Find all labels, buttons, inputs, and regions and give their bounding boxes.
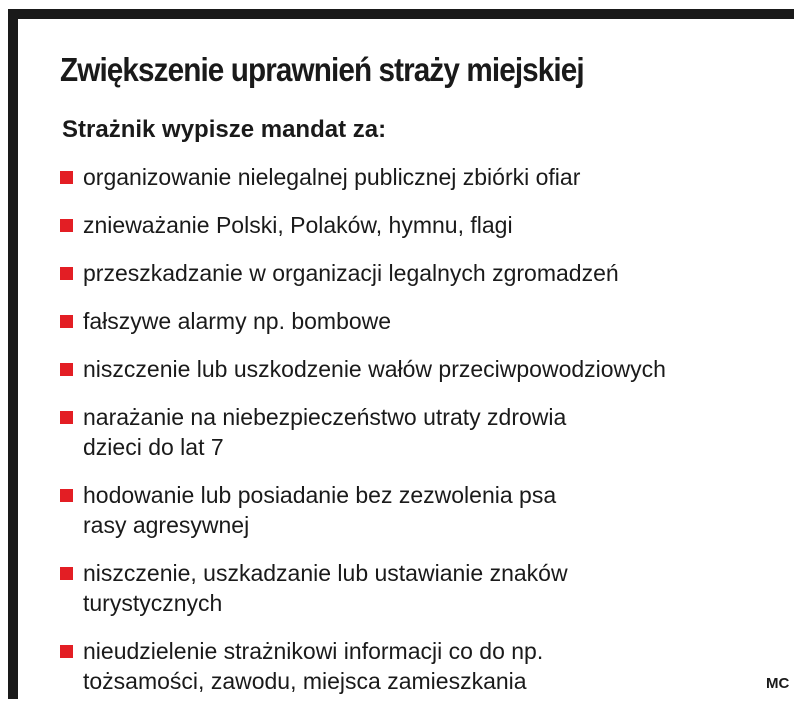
list-item bbox=[60, 402, 795, 462]
red-square-bullet-icon bbox=[60, 267, 73, 280]
author-initials: MC bbox=[766, 675, 790, 692]
red-square-bullet-icon bbox=[60, 645, 73, 658]
list-item-text-continued: turystycznych bbox=[83, 590, 223, 616]
frame-top-border bbox=[8, 9, 794, 19]
list-item bbox=[60, 558, 795, 618]
frame-left-border bbox=[8, 9, 18, 699]
list-item-text: narażanie na niebezpieczeństwo utraty zdrowia bbox=[83, 404, 567, 430]
list-item-text: fałszywe alarmy np. bombowe bbox=[83, 308, 392, 334]
list-item bbox=[60, 258, 795, 288]
list-item-text: niszczenie, uszkadzanie lub ustawianie znaków bbox=[83, 560, 568, 586]
list-item bbox=[60, 210, 795, 240]
infographic-title: Zwiększenie uprawnień straży miejskiej bbox=[60, 51, 584, 88]
list-item bbox=[60, 306, 795, 336]
list-item-text: znieważanie Polski, Polaków, hymnu, flagi bbox=[83, 212, 513, 238]
list-item-text-continued: tożsamości, zawodu, miejsca zamieszkania bbox=[83, 668, 527, 694]
red-square-bullet-icon bbox=[60, 489, 73, 502]
list-item-text: hodowanie lub posiadanie bez zezwolenia psa bbox=[83, 482, 557, 508]
list-item-text-continued: dzieci do lat 7 bbox=[83, 434, 224, 460]
red-square-bullet-icon bbox=[60, 219, 73, 232]
red-square-bullet-icon bbox=[60, 171, 73, 184]
list-item bbox=[60, 636, 795, 696]
list-item-text-continued: rasy agresywnej bbox=[83, 512, 250, 538]
list-item-text: nieudzielenie strażnikowi informacji co do np. bbox=[83, 638, 544, 664]
red-square-bullet-icon bbox=[60, 315, 73, 328]
red-square-bullet-icon bbox=[60, 567, 73, 580]
list-item-text: niszczenie lub uszkodzenie wałów przeciwpowodziowych bbox=[83, 356, 666, 382]
list-item bbox=[60, 162, 795, 192]
list-item-text: przeszkadzanie w organizacji legalnych zgromadzeń bbox=[83, 260, 619, 286]
offence-list bbox=[60, 162, 795, 696]
list-item bbox=[60, 354, 795, 384]
list-item-text: organizowanie nielegalnej publicznej zbiórki ofiar bbox=[83, 164, 581, 190]
infographic-subtitle: Strażnik wypisze mandat za: bbox=[62, 116, 387, 143]
red-square-bullet-icon bbox=[60, 411, 73, 424]
list-item bbox=[60, 480, 795, 540]
red-square-bullet-icon bbox=[60, 363, 73, 376]
